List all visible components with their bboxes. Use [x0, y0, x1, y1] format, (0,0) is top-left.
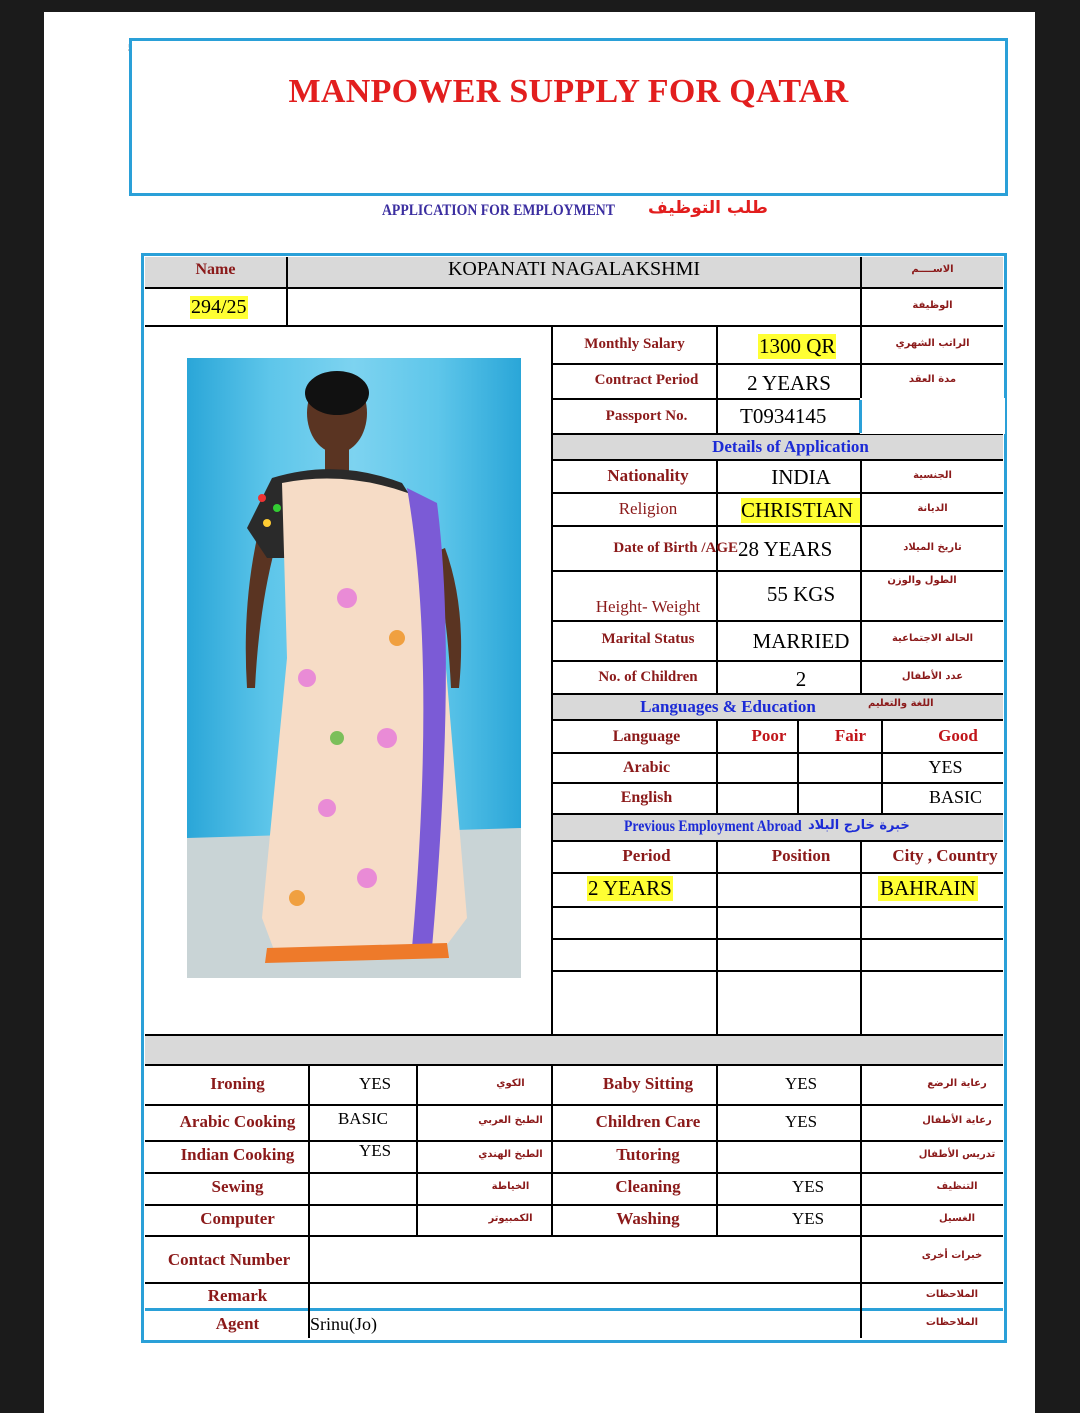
monthly-salary-arabic: الراتب الشهري: [895, 338, 970, 349]
name-label-arabic: الاســــم: [911, 264, 954, 275]
skill-ironing-value: YES: [358, 1074, 392, 1093]
children-value: 2: [795, 667, 807, 691]
name-value: KOPANATI NAGALAKSHMI: [447, 258, 701, 280]
language-english-label: English: [620, 789, 673, 806]
dob-age-label: Date of Birth /AGE: [613, 540, 738, 556]
religion-arabic: الديانة: [917, 503, 948, 514]
english-good-value: BASIC: [928, 787, 982, 807]
children-arabic: عدد الأطفال: [901, 671, 964, 682]
details-section-title: Details of Application: [712, 437, 869, 456]
religion-label: Religion: [618, 499, 678, 518]
arabic-good-value: YES: [928, 757, 963, 777]
skill-washing-value: YES: [791, 1209, 825, 1228]
skills-divider-bar: [145, 1036, 1003, 1064]
good-header: Good: [938, 726, 978, 745]
language-arabic-label: Arabic: [622, 759, 671, 776]
skill-washing-label: Washing: [616, 1209, 680, 1228]
employment-section-title: Previous Employment Abroad: [624, 818, 802, 835]
agent-label: Agent: [215, 1314, 260, 1333]
skill-cleaning-arabic: التنظيف: [936, 1181, 978, 1192]
page-title: MANPOWER SUPPLY FOR QATAR: [288, 73, 849, 110]
language-header: Language: [612, 728, 681, 745]
remark-label: Remark: [207, 1286, 268, 1305]
fair-header: Fair: [834, 726, 867, 745]
contact-number-label: Contact Number: [167, 1250, 291, 1269]
header-box: [129, 38, 1008, 196]
skill-tutoring-arabic: تدريس الأطفال: [918, 1149, 996, 1160]
dob-age-value: 28 YEARS: [738, 537, 833, 561]
contract-period-arabic: مدة العقد: [908, 374, 957, 385]
application-subtitle-arabic: طلب التوظيف: [648, 198, 768, 218]
religion-value: CHRISTIAN: [741, 498, 860, 523]
skill-ironing-label: Ironing: [210, 1074, 265, 1093]
nationality-value: INDIA: [771, 465, 831, 489]
position-header: Position: [771, 846, 831, 865]
skill-indian-cooking-label: Indian Cooking: [180, 1145, 295, 1164]
height-weight-value: 55 KGS: [766, 582, 836, 606]
poor-header: Poor: [751, 726, 787, 745]
skill-cleaning-value: YES: [791, 1177, 825, 1196]
height-weight-arabic: الطول والوزن: [887, 575, 957, 586]
passport-value: T0934145: [740, 404, 827, 428]
skill-arabic-cooking-arabic: الطبخ العربي: [478, 1115, 543, 1126]
skill-computer-label: Computer: [200, 1209, 275, 1228]
skill-baby-sitting-label: Baby Sitting: [602, 1074, 694, 1093]
skill-sewing-arabic: الخياطة: [491, 1181, 530, 1192]
period-header: Period: [622, 846, 671, 865]
skill-cleaning-label: Cleaning: [615, 1177, 681, 1196]
city-country-header: City , Country: [892, 846, 998, 865]
skill-tutoring-label: Tutoring: [616, 1145, 680, 1164]
agent-value: Srinu(Jo): [310, 1314, 377, 1334]
marital-status-arabic: الحالة الاجتماعية: [891, 633, 974, 644]
skill-indian-cooking-value: YES: [358, 1141, 392, 1160]
skill-baby-sitting-value: YES: [784, 1074, 818, 1093]
name-label: Name: [195, 261, 236, 278]
marital-status-value: MARRIED: [752, 629, 850, 653]
height-weight-label: Height- Weight: [595, 597, 701, 616]
languages-section-arabic: اللغة والتعليم: [868, 698, 934, 709]
skill-baby-sitting-arabic: رعاية الرضع: [927, 1078, 987, 1089]
nationality-label: Nationality: [607, 466, 689, 485]
monthly-salary-label: Monthly Salary: [584, 336, 685, 352]
job-label-arabic: الوظيفة: [912, 300, 953, 311]
contact-arabic: خبرات أخرى: [921, 1250, 983, 1261]
passport-label: Passport No.: [605, 408, 688, 424]
languages-section-title: Languages & Education: [640, 697, 816, 716]
skill-computer-arabic: الكمبيوتر: [488, 1213, 533, 1224]
remark-arabic: الملاحظات: [925, 1289, 979, 1300]
skill-indian-cooking-arabic: الطبخ الهندي: [478, 1149, 543, 1160]
agent-arabic: الملاحظات: [925, 1317, 979, 1328]
application-subtitle: APPLICATION FOR EMPLOYMENT: [382, 202, 615, 219]
skill-washing-arabic: الغسيل: [938, 1213, 975, 1224]
reference-number: 294/25: [191, 296, 247, 318]
skill-children-care-arabic: رعاية الأطفال: [922, 1115, 992, 1126]
skill-sewing-label: Sewing: [211, 1177, 264, 1196]
employment-city-value: BAHRAIN: [880, 876, 976, 900]
contract-period-label: Contract Period: [594, 372, 699, 388]
skill-children-care-label: Children Care: [595, 1112, 701, 1131]
contract-period-value: 2 YEARS: [747, 371, 831, 395]
skill-ironing-arabic: الكوي: [496, 1078, 525, 1089]
skill-arabic-cooking-value: BASIC: [337, 1109, 389, 1128]
dob-age-arabic: تاريخ الميلاد: [903, 542, 962, 553]
employment-section-arabic: خبرة خارج البلاد: [808, 818, 910, 833]
marital-status-label: Marital Status: [601, 631, 695, 647]
employment-period-value: 2 YEARS: [588, 876, 672, 900]
skill-children-care-value: YES: [784, 1112, 818, 1131]
nationality-arabic: الجنسية: [913, 470, 952, 481]
children-label: No. of Children: [598, 669, 698, 685]
applicant-photo: [187, 358, 521, 978]
skill-arabic-cooking-label: Arabic Cooking: [179, 1112, 296, 1131]
monthly-salary-value: 1300 QR: [759, 334, 836, 358]
